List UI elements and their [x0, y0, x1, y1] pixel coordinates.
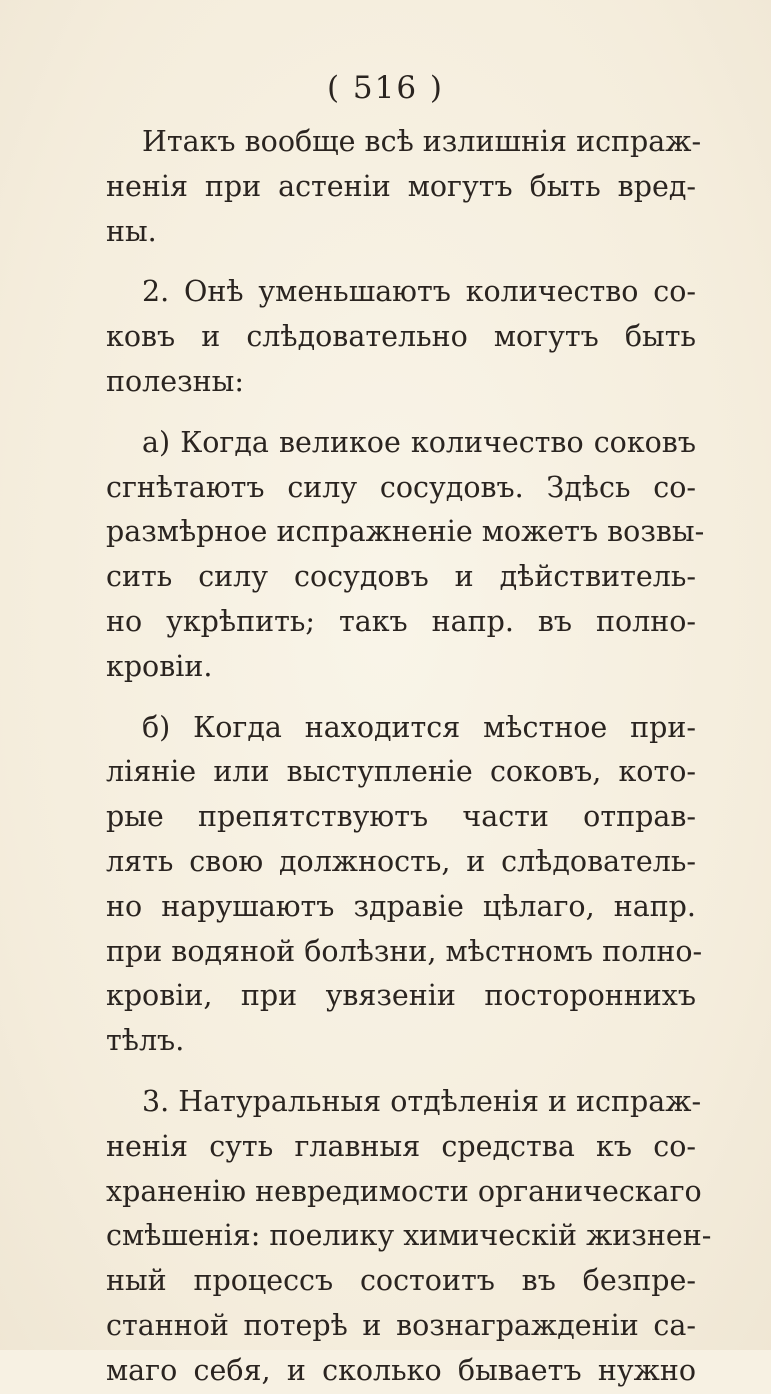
body-text: [106, 120, 712, 1394]
paragraph-point-b: [106, 706, 703, 1064]
text-line: ны.: [106, 214, 157, 248]
text-line: ліяніе или выступленіе соковъ, кото-: [106, 755, 696, 789]
page-number: ( 516 ): [326, 70, 445, 106]
text-line: маго себя, и сколько бываетъ нужно: [106, 1353, 696, 1387]
text-line: 3. Натуральныя отдѣленія и испраж-: [142, 1084, 702, 1118]
text-line: сить силу сосудовъ и дѣйствитель-: [106, 560, 696, 594]
paragraph-gap: [106, 690, 696, 706]
paragraph-point-a: [106, 421, 705, 690]
text-line: ненія суть главныя средства къ со-: [106, 1129, 696, 1163]
text-line: тѣлъ.: [106, 1024, 185, 1058]
text-line: храненію невредимости органическаго: [106, 1174, 702, 1208]
text-line: при водяной болѣзни, мѣстномъ полно-: [106, 934, 703, 968]
paragraph-point-3: [106, 1080, 712, 1394]
text-line: 2. Онѣ уменьшаютъ количество со-: [142, 275, 696, 309]
text-line: сгнѣтаютъ силу сосудовъ. Здѣсь со-: [106, 470, 696, 504]
paragraph-point-2: [106, 270, 696, 404]
paragraph-summary: [106, 120, 702, 254]
text-line: ненія при астеніи могутъ быть вред-: [106, 169, 696, 203]
text-line: ный процессъ состоитъ въ безпре-: [106, 1264, 696, 1298]
text-line: ковъ и слѣдовательно могутъ быть: [106, 320, 696, 354]
paragraph-gap: [106, 405, 696, 421]
paragraph-gap: [106, 254, 696, 270]
text-line: лять свою должность, и слѣдователь-: [106, 844, 696, 878]
text-line: Итакъ вообще всѣ излишнія испраж-: [142, 125, 702, 158]
text-line: но нарушаютъ здравіе цѣлаго, напр.: [106, 889, 696, 923]
paragraph-gap: [106, 1064, 696, 1080]
text-line: размѣрное испражненіе можетъ возвы-: [106, 515, 705, 549]
text-line: но укрѣпить; такъ напр. въ полно-: [106, 604, 696, 638]
text-line: смѣшенія: поелику химическій жизнен-: [106, 1219, 712, 1253]
text-line: станной потерѣ и вознагражденіи са-: [106, 1308, 696, 1342]
text-line: кровіи.: [106, 649, 213, 683]
text-line: рые препятствуютъ части отправ-: [106, 800, 696, 834]
text-line: полезны:: [106, 364, 244, 398]
text-line: кровіи, при увязеніи постороннихъ: [106, 979, 696, 1013]
text-line: а) Когда великое количество соковъ: [142, 425, 696, 459]
text-line: б) Когда находится мѣстное при-: [142, 710, 696, 744]
